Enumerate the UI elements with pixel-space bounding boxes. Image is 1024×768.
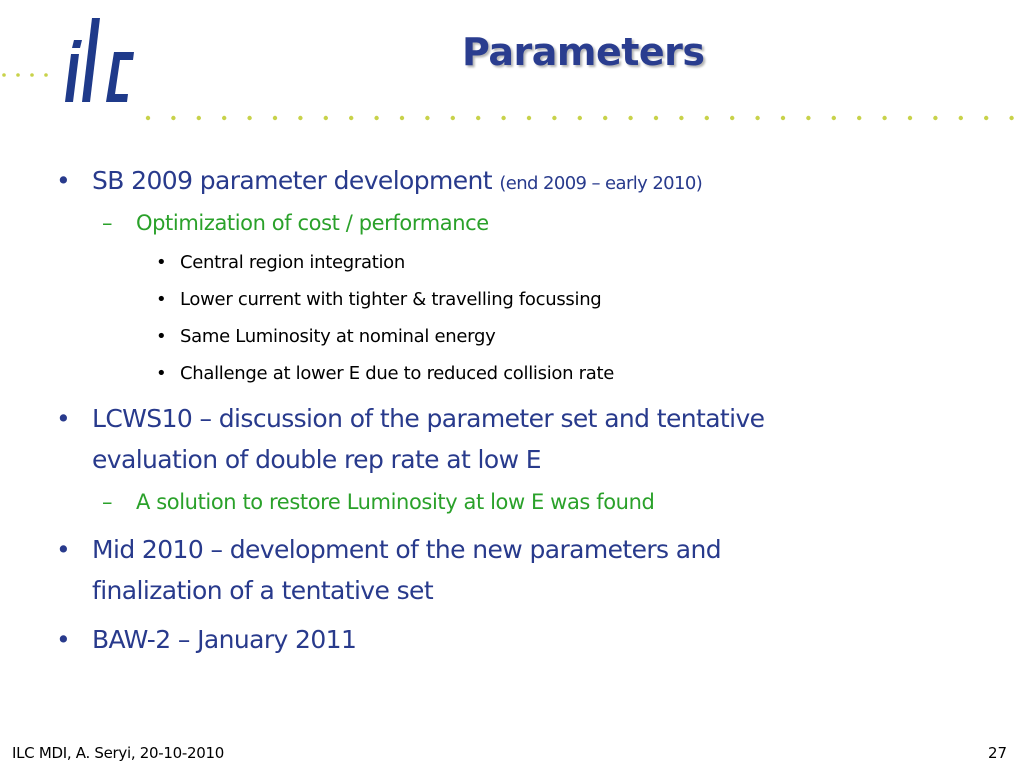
- divider-dot: [324, 116, 328, 120]
- sub-bullet-1: Optimization of cost / performance: [136, 211, 489, 235]
- divider-dot: [247, 116, 251, 120]
- divider-dot: [298, 116, 302, 120]
- divider-dot: [933, 116, 937, 120]
- divider-dot: [755, 116, 759, 120]
- divider-dot: [654, 116, 658, 120]
- bullet-2-line2: evaluation of double rep rate at low E: [92, 445, 541, 474]
- bullet-3-line2: finalization of a tentative set: [92, 576, 434, 605]
- sub-sub-bullet-marker: •: [156, 363, 167, 384]
- divider-dot: [882, 116, 886, 120]
- sub-sub-bullet-3: Same Luminosity at nominal energy: [180, 326, 496, 347]
- ilc-logo: [62, 18, 138, 106]
- divider-dot: [171, 116, 175, 120]
- bullet-4: BAW-2 – January 2011: [92, 625, 357, 654]
- bullet-marker: •: [56, 535, 71, 564]
- divider-dot: [451, 116, 455, 120]
- divider-dot: [552, 116, 556, 120]
- sub-sub-bullet-4: Challenge at lower E due to reduced collision rate: [180, 363, 614, 384]
- divider-dot: [603, 116, 607, 120]
- divider-dot: [349, 116, 353, 120]
- divider-dot: [501, 116, 505, 120]
- bullet-1-text: [92, 166, 702, 195]
- divider-dot: [425, 116, 429, 120]
- divider-dot: [527, 116, 531, 120]
- divider-dot: [578, 116, 582, 120]
- divider-dot: [781, 116, 785, 120]
- bullet-2-line1: LCWS10 – discussion of the parameter set and tentative: [92, 404, 765, 433]
- bullet-1: [56, 166, 70, 195]
- sub-sub-bullet-marker: •: [156, 326, 167, 347]
- divider-dot: [679, 116, 683, 120]
- bullet-marker: •: [56, 404, 71, 433]
- footer-author-date: ILC MDI, A. Seryi, 20-10-2010: [12, 744, 224, 762]
- divider-dot: [959, 116, 963, 120]
- bullet-1-note: (end 2009 – early 2010): [499, 173, 703, 194]
- divider-dot: [476, 116, 480, 120]
- page-number: 27: [988, 744, 1008, 762]
- divider-dot: [374, 116, 378, 120]
- divider-dot: [984, 116, 988, 120]
- sub-sub-bullet-2: Lower current with tighter & travelling focussing: [180, 289, 602, 310]
- divider-dot: [806, 116, 810, 120]
- bullet-marker: •: [56, 625, 71, 654]
- bullet-marker: •: [56, 166, 71, 195]
- divider-dot: [273, 116, 277, 120]
- divider-dot: [628, 116, 632, 120]
- sub-sub-bullet-marker: •: [156, 252, 167, 273]
- divider-dot: [1009, 116, 1013, 120]
- bullet-1-label: SB 2009 parameter development: [92, 166, 492, 195]
- divider-dot: [146, 116, 150, 120]
- divider-dot: [832, 116, 836, 120]
- sub-sub-bullet-marker: •: [156, 289, 167, 310]
- bullet-3-line1: Mid 2010 – development of the new parameters and: [92, 535, 722, 564]
- divider-dot: [705, 116, 709, 120]
- divider-dot: [857, 116, 861, 120]
- divider-dot: [908, 116, 912, 120]
- divider-dot: [197, 116, 201, 120]
- divider-dot: [222, 116, 226, 120]
- divider-dot: [730, 116, 734, 120]
- divider-dot: [400, 116, 404, 120]
- sub-bullet-2: A solution to restore Luminosity at low E was found: [136, 490, 655, 514]
- decorative-dots-divider: [142, 114, 1024, 122]
- sub-bullet-marker: –: [102, 490, 113, 514]
- sub-sub-bullet-1: Central region integration: [180, 252, 405, 273]
- decorative-dots-left: [0, 72, 60, 78]
- slide-title: Parameters: [462, 30, 705, 74]
- sub-bullet-marker: –: [102, 211, 113, 235]
